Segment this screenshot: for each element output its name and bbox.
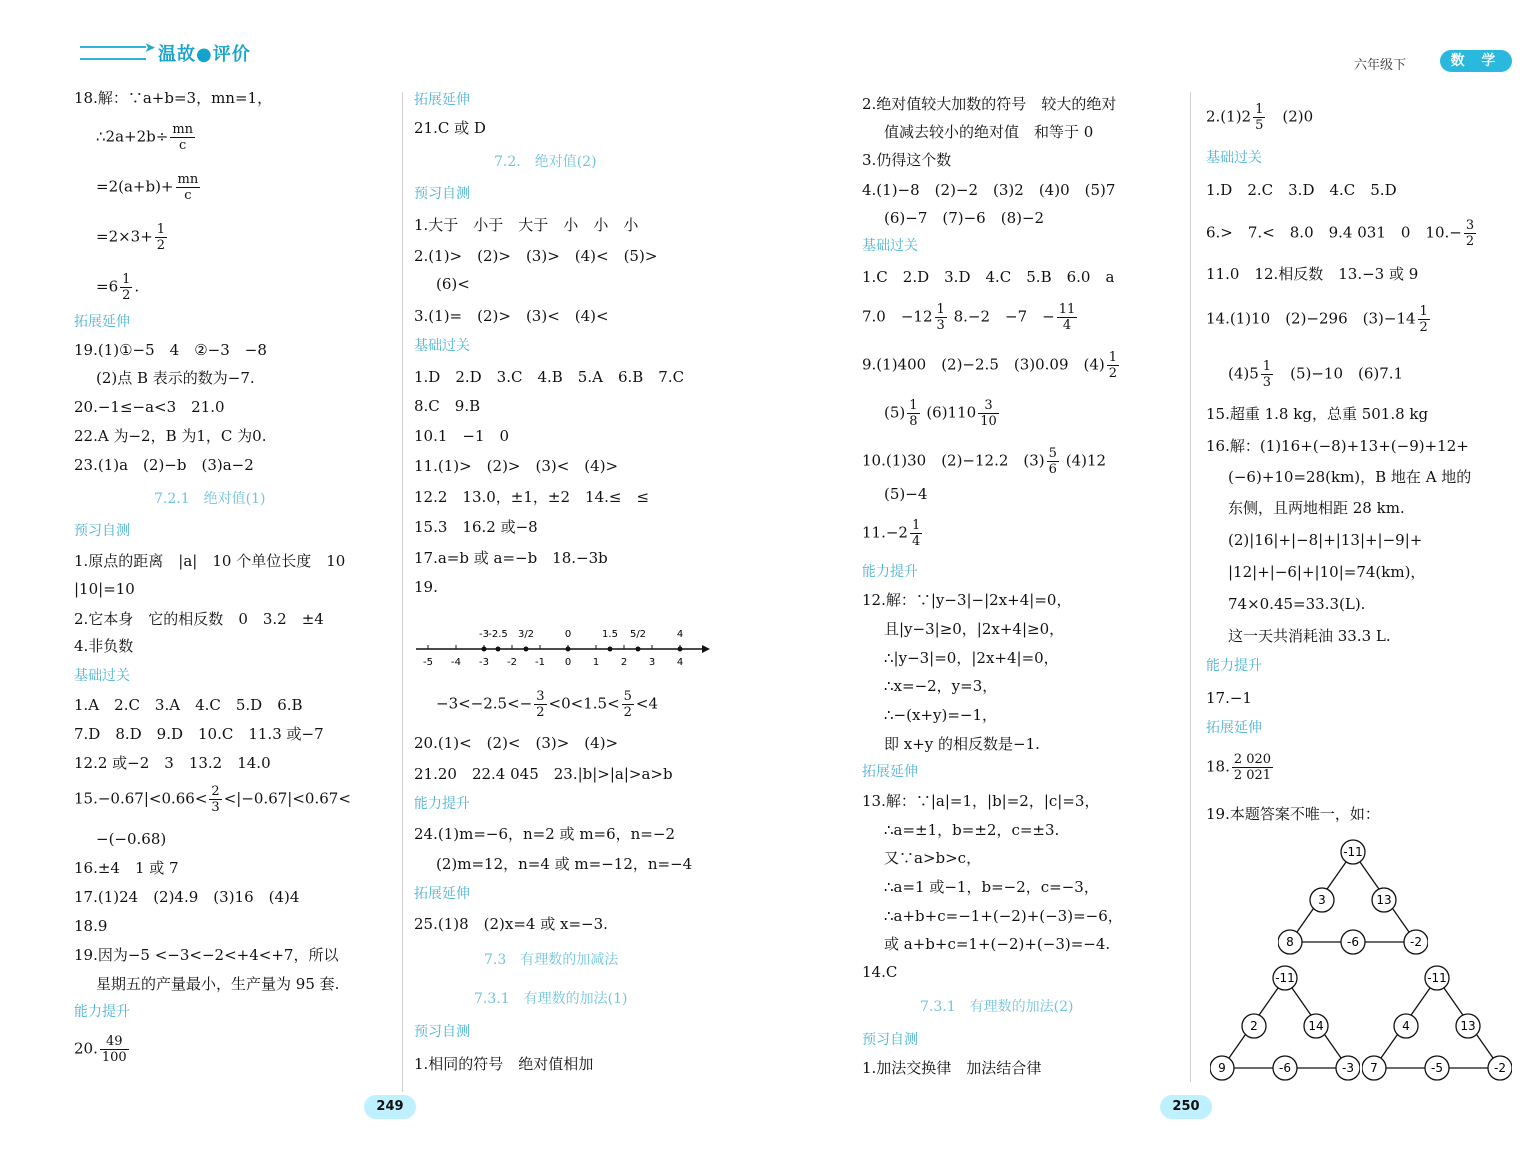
fraction: $\frac{1}{3}$ [1262,359,1272,390]
fraction: $\frac{2 020}{2 021}$ [1233,752,1272,783]
lesson-title: 7.2.1 绝对值(1) [154,491,266,507]
answer-line: 16.解：(1)16+(−8)+13+(−9)+12+ [1206,437,1469,455]
fraction: $\frac{5}{6}$ [1048,446,1057,477]
number-line-point [678,647,683,652]
answer-line: 1.D 2.C 3.D 4.C 5.D [1206,181,1397,199]
answer-line: 20. $\frac{49}{100}$ [74,1034,127,1065]
triangle-node-label: -5 [1431,1061,1443,1075]
grade-label: 六年级下 [1354,58,1407,73]
answer-line: 星期五的产量最小，生产量为 95 套. [96,975,340,993]
answer-line: 1.D 2.D 3.C 4.B 5.A 6.B 7.C [414,368,685,386]
section-heading: 拓展延伸 [74,314,130,330]
answer-line: 1.C 2.D 3.D 4.C 5.B 6.0 a [862,268,1115,286]
number-line-tick-label: 2 [620,657,628,668]
fraction: $\frac{49}{100}$ [101,1034,127,1065]
answer-line: −3<−2.5<− $\frac{3}{2}$ <0<1.5< $\frac{5}{2}$ <4 [436,689,659,720]
section-heading: 能力提升 [74,1004,130,1020]
answer-line: 16.±4 1 或 7 [74,859,179,877]
arrow-icon: ➤ [144,40,156,56]
answer-line: 东侧，且两地相距 28 km. [1228,499,1405,517]
number-line-point [636,647,641,652]
fraction: $\frac{3}{10}$ [980,398,997,429]
answer-line: 12.2 13.0，±1，±2 14.≤ ≤ [414,488,650,506]
fraction: $\frac{2}{3}$ [211,784,220,815]
answer-line: ∴a+b+c=−1+(−2)+(−3)=−6， [884,907,1123,925]
subject-badge: 数 学 [1440,50,1512,72]
answer-line: 这一天共消耗油 33.3 L. [1228,627,1391,645]
answer-line: 4.非负数 [74,637,134,655]
answer-line: 或 a+b+c=1+(−2)+(−3)=−4. [884,935,1111,953]
fraction: $\frac{1}{2}$ [122,272,131,303]
section-heading: 预习自测 [414,1024,470,1040]
triangle-node-label: 4 [1402,1019,1410,1033]
page-number-left: 249 [364,1095,416,1119]
number-line-tick-label: -5 [423,657,433,668]
answer-line: 21.C 或 D [414,119,486,137]
number-line-point-label: 4 [676,629,684,640]
answer-line: 17.a=b 或 a=−b 18.−3b [414,549,608,567]
answer-line: 2.(1)> (2)> (3)> (4)< (5)> [414,247,658,265]
answer-line: 且|y−3|≥0，|2x+4|≥0， [884,620,1065,638]
answer-line: 11.0 12.相反数 13.−3 或 9 [1206,265,1419,283]
triangle-node-label: -2 [1410,935,1422,949]
number-line-point [566,647,571,652]
answer-line: 17.(1)24 (2)4.9 (3)16 (4)4 [74,888,300,906]
answer-line: 14.C [862,963,898,981]
chapter-title: 7.3 有理数的加减法 [484,952,619,968]
fraction: $\frac{1}{8}$ [909,398,918,429]
fraction: $\frac{mn}{c}$ [177,172,199,203]
answer-line: (−6)+10=28(km)，B 地在 A 地的 [1228,468,1472,486]
number-line [414,604,714,674]
answer-line: 2.(1)2 $\frac{1}{5}$ (2)0 [1206,102,1314,133]
section-heading: 基础过关 [414,338,470,354]
number-line-tick-label: -1 [535,657,545,668]
fraction: $\frac{1}{2}$ [1108,350,1118,381]
number-line-tick-label: 3 [648,657,656,668]
arrow-icon [702,645,710,653]
fraction: $\frac{1}{3}$ [936,302,945,333]
number-line-point-label: -2.5 [488,629,508,640]
brand-title: 温故●评价 [158,44,251,65]
answer-line: |12|+|−6|+|10|=74(km)， [1228,563,1426,581]
section-heading: 拓展延伸 [1206,720,1262,736]
number-line-point-label: 3/2 [517,629,535,640]
triangle-node-label: 8 [1286,935,1294,949]
section-heading: 能力提升 [414,796,470,812]
answer-line: 23.(1)a (2)−b (3)a−2 [74,456,254,474]
fraction: $\frac{1}{2}$ [156,222,166,253]
number-line-point [608,647,613,652]
answer-line: 即 x+y 的相反数是−1. [884,735,1040,753]
answer-line: (2)|16|+|−8|+|13|+|−9|+ [1228,531,1423,549]
answer-line: 22.A 为−2，B 为1，C 为0. [74,427,267,445]
triangle-node-label: -3 [1342,1061,1354,1075]
answer-line: 18. $\frac{2 020}{2 021}$ [1206,752,1272,783]
answer-line: 13.解：∵|a|=1，|b|=2，|c|=3， [862,792,1100,810]
number-line-tick-label: -2 [507,657,517,668]
page-header [0,0,1536,80]
triangle-node-label: 14 [1308,1019,1324,1033]
number-line-tick-label: 4 [676,657,684,668]
answer-line: (5) $\frac{1}{8}$ (6)110 $\frac{3}{10}$ [884,398,997,429]
answer-line: 19. [414,578,438,596]
column-divider [402,92,403,1092]
triangle-node-label: -11 [1275,971,1295,985]
fraction: $\frac{3}{2}$ [536,689,545,720]
answer-line: (6)−7 (7)−6 (8)−2 [884,209,1045,227]
fraction: $\frac{1}{4}$ [911,518,921,549]
answer-line: 14.(1)10 (2)−296 (3)−14 $\frac{1}{2}$ [1206,304,1428,335]
section-heading: 基础过关 [74,668,130,684]
fraction: $\frac{5}{2}$ [623,689,632,720]
answer-line: 19.因为−5 <−3<−2<+4<+7，所以 [74,946,339,964]
section-heading: 能力提升 [1206,658,1262,674]
section-heading: 预习自测 [414,186,470,202]
answer-line: 7.D 8.D 9.D 10.C 11.3 或−7 [74,725,324,743]
answer-line: 19.(1)①−5 4 ②−3 −8 [74,341,267,359]
answer-line: 15.−0.67|<0.66< $\frac{2}{3}$ <|−0.67|<0.67< [74,784,351,815]
answer-line: 12.2 或−2 3 13.2 14.0 [74,754,271,772]
answer-line: 9.(1)400 (2)−2.5 (3)0.09 (4) $\frac{1}{2}$ [862,350,1118,381]
answer-line: =2×3+ $\frac{1}{2}$ [96,222,166,253]
answer-line: 25.(1)8 (2)x=4 或 x=−3. [414,915,608,933]
triangle-node-label: -11 [1343,845,1363,859]
triangle-node-label: -11 [1427,971,1447,985]
answer-line: ∴a=±1，b=±2，c=±3. [884,821,1060,839]
answer-line: 18.解：∵a+b=3，mn=1， [74,89,273,107]
answer-line: ∴x=−2，y=3， [884,677,998,695]
number-line-tick-label: -4 [451,657,461,668]
answer-line: (5)−4 [884,485,928,503]
answer-line: 18.9 [74,917,108,935]
number-triangle-3 [1362,964,1512,1082]
answer-line: 10.1 −1 0 [414,427,510,445]
number-line-point-label: 5/2 [629,629,647,640]
page-number-right: 250 [1160,1095,1212,1119]
answer-line: 2.绝对值较大加数的符号 较大的绝对 [862,95,1117,113]
column-divider [1190,92,1191,1082]
answer-line: 24.(1)m=−6，n=2 或 m=6，n=−2 [414,825,675,843]
answer-line: 12.解：∵|y−3|−|2x+4|=0， [862,591,1072,609]
answer-line: 4.(1)−8 (2)−2 (3)2 (4)0 (5)7 [862,181,1116,199]
answer-line: 3.仍得这个数 [862,151,952,169]
lesson-title: 7.3.1 有理数的加法(2) [920,999,1074,1015]
triangle-node-label: 7 [1370,1061,1378,1075]
answer-line: 1.相同的符号 绝对值相加 [414,1055,594,1073]
answer-line: ∴−(x+y)=−1， [884,706,997,724]
answer-line: 15.3 16.2 或−8 [414,518,538,536]
answer-line: 1.A 2.C 3.A 4.C 5.D 6.B [74,696,303,714]
lesson-title: 7.2. 绝对值(2) [494,154,597,170]
section-heading: 基础过关 [862,238,918,254]
number-triangle-1 [1278,838,1428,956]
number-triangle-2 [1210,964,1360,1082]
answer-line: (2)m=12，n=4 或 m=−12，n=−4 [436,855,693,873]
answer-line: =2(a+b)+ $\frac{mn}{c}$ [96,172,199,203]
answer-line: 1.加法交换律 加法结合律 [862,1059,1042,1077]
triangle-node-label: 13 [1460,1019,1476,1033]
answer-line: 19.本题答案不唯一，如： [1206,805,1380,823]
answer-line: |10|=10 [74,580,135,598]
lesson-title: 7.3.1 有理数的加法(1) [474,991,628,1007]
section-heading: 基础过关 [1206,150,1262,166]
section-heading: 能力提升 [862,564,918,580]
answer-line: 17.−1 [1206,689,1252,707]
answer-line: 15.超重 1.8 kg，总重 501.8 kg [1206,405,1429,423]
answer-line: 2.它本身 它的相反数 0 3.2 ±4 [74,610,324,628]
answer-line: ∴2a+2b÷ $\frac{mn}{c}$ [96,122,194,153]
answer-line: 11.−2 $\frac{1}{4}$ [862,518,921,549]
number-line-point [482,647,487,652]
answer-line: 20.−1≤−a<3 21.0 [74,398,225,416]
number-line-tick-label: 0 [564,657,572,668]
answer-line: =6 $\frac{1}{2}$ . [96,272,140,303]
answer-line: 6.> 7.< 8.0 9.4 031 0 10.− $\frac{3}{2}$ [1206,218,1475,249]
brand-bar-decoration [80,46,146,60]
answer-line: 20.(1)< (2)< (3)> (4)> [414,734,619,752]
section-heading: 预习自测 [74,523,130,539]
number-line-point [524,647,529,652]
answer-line: 8.C 9.B [414,397,481,415]
section-heading: 拓展延伸 [862,764,918,780]
answer-line: (2)点 B 表示的数为−7. [96,369,255,387]
number-line-point-label: -3 [479,629,489,640]
number-line-point [496,647,501,652]
fraction: $\frac{mn}{c}$ [172,122,194,153]
answer-line: (4)5 $\frac{1}{3}$ (5)−10 (6)7.1 [1228,359,1404,390]
answer-line: 3.(1)= (2)> (3)< (4)< [414,307,609,325]
number-line-tick-label: -3 [479,657,489,668]
fraction: $\frac{11}{4}$ [1058,302,1076,333]
answer-line: −(−0.68) [96,830,167,848]
section-heading: 拓展延伸 [414,92,470,108]
triangle-node-label: -2 [1494,1061,1506,1075]
number-line-points [479,629,683,652]
answer-line: 7.0 −12 $\frac{1}{3}$ 8.−2 −7 − $\frac{11}{4}$ [862,302,1076,333]
answer-line: ∴a=1 或−1，b=−2，c=−3， [884,878,1099,896]
triangle-node-label: 13 [1376,893,1392,907]
number-line-point-label: 1.5 [602,629,618,640]
answer-line: (6)< [436,275,470,293]
answer-line: 10.(1)30 (2)−12.2 (3) $\frac{5}{6}$ (4)12 [862,446,1107,477]
fraction: $\frac{1}{5}$ [1255,102,1264,133]
fraction: $\frac{3}{2}$ [1465,218,1475,249]
answer-line: 11.(1)> (2)> (3)< (4)> [414,457,619,475]
answer-line: 74×0.45=33.3(L). [1228,595,1366,613]
triangle-node-label: 3 [1318,893,1326,907]
number-line-tick-label: 1 [592,657,600,668]
answer-line: 1.大于 小于 大于 小 小 小 [414,216,639,234]
answer-line: 21.20 22.4 045 23.|b|>|a|>a>b [414,765,673,783]
answer-line: 1.原点的距离 |a| 10 个单位长度 10 [74,552,346,570]
triangle-node-label: 2 [1250,1019,1258,1033]
number-line-point-label: 0 [564,629,572,640]
answer-line: ∴|y−3|=0，|2x+4|=0， [884,649,1059,667]
fraction: $\frac{1}{2}$ [1419,304,1428,335]
triangle-node-label: 9 [1218,1061,1226,1075]
answer-line: 值减去较小的绝对值 和等于 0 [884,123,1094,141]
section-heading: 拓展延伸 [414,886,470,902]
triangle-node-label: -6 [1347,935,1359,949]
section-heading: 预习自测 [862,1032,918,1048]
triangle-node-label: -6 [1279,1061,1291,1075]
answer-line: 又∵a>b>c， [884,849,982,867]
